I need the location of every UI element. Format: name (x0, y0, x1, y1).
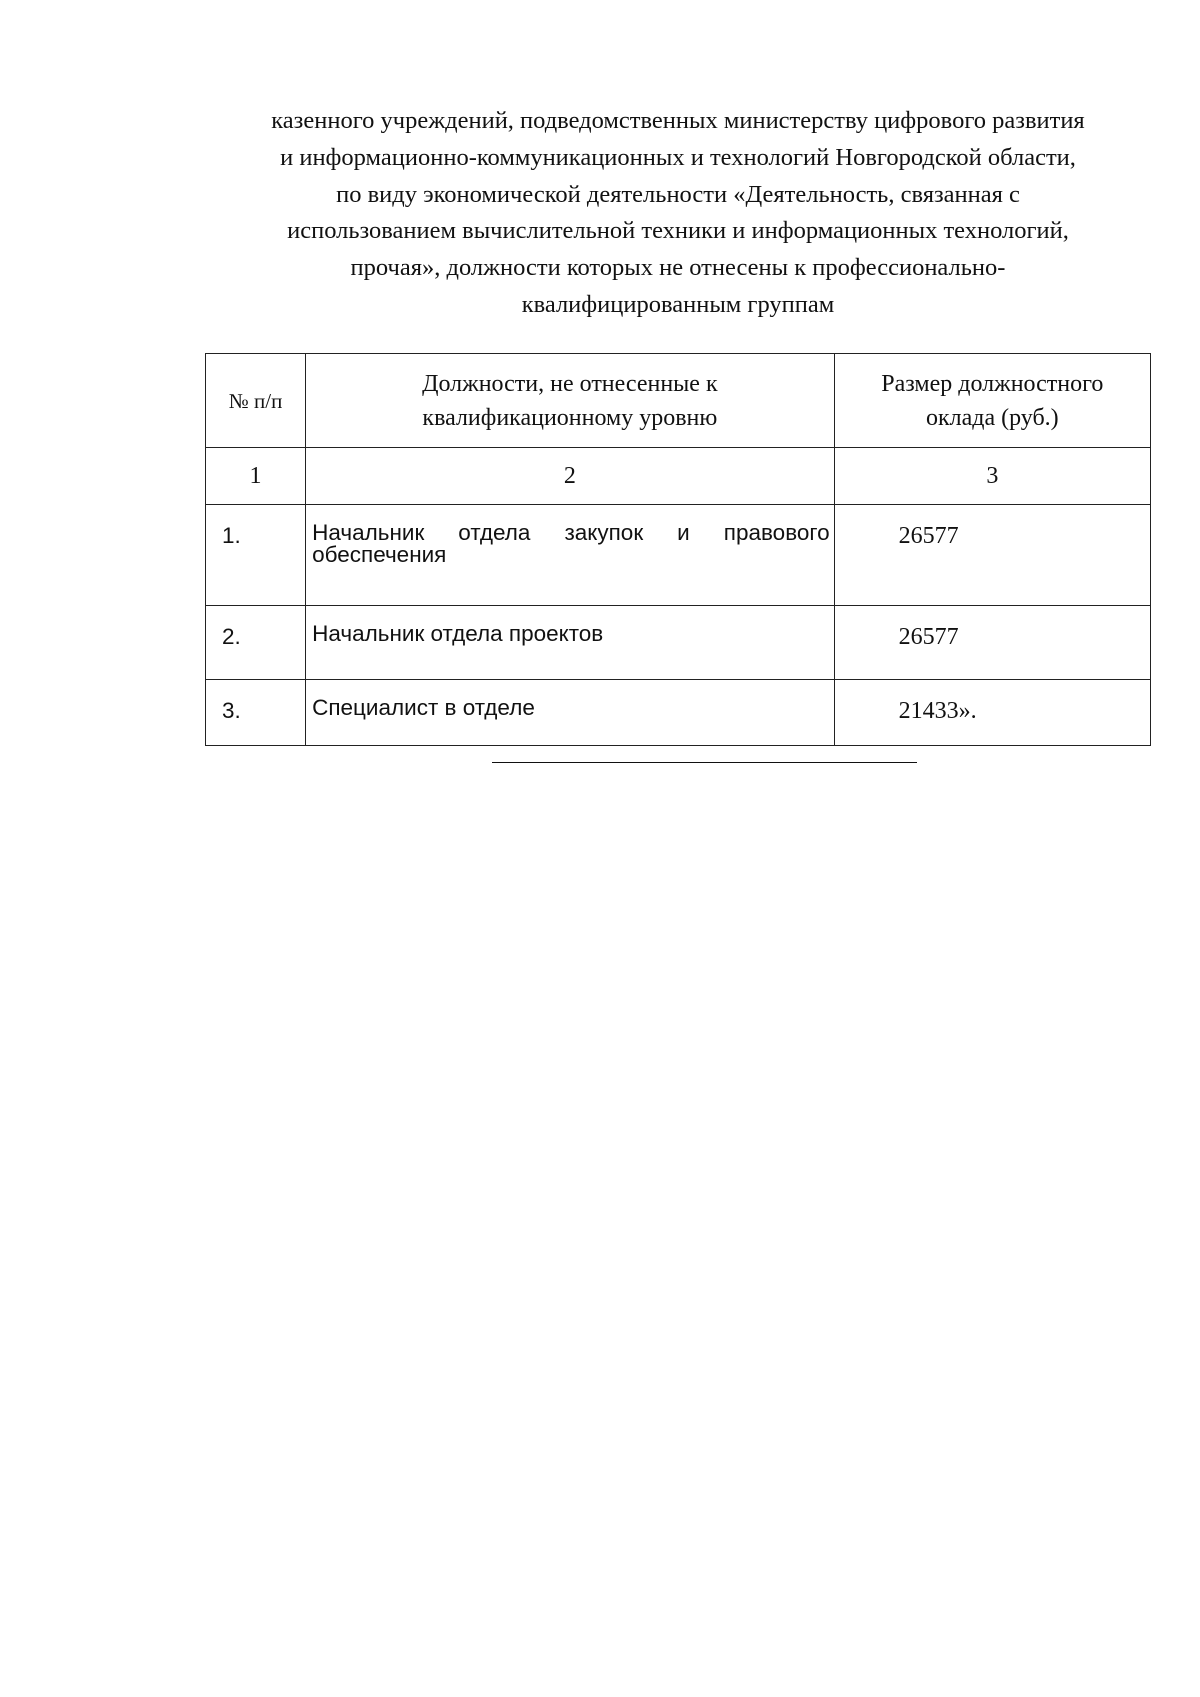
row-number: 1. (206, 505, 306, 606)
header-salary-line: оклада (руб.) (925, 404, 1059, 431)
heading-line: и информационно-коммуникационных и технологий Новгородской области, (280, 143, 1076, 171)
row-salary: 26577 (834, 505, 1150, 606)
header-salary-line: Размер должностного (881, 370, 1104, 397)
heading-line: использованием вычислительной техники и информационных технологий, (287, 217, 1069, 245)
header-position-line: Должности, не отнесенные к (422, 370, 718, 397)
row-position: Специалист в отделе (306, 680, 835, 746)
row-salary: 21433». (834, 680, 1150, 746)
row-position: Начальник отдела проектов (306, 606, 835, 680)
table-header-row (206, 354, 1151, 448)
salary-table (205, 353, 1151, 746)
header-number: № п/п (206, 354, 306, 448)
table-row (206, 680, 1151, 746)
header-position-line: квалификационному уровню (422, 404, 718, 431)
table-row (206, 505, 1151, 606)
row-number: 3. (206, 680, 306, 746)
heading-line: квалифицированным группам (521, 290, 835, 318)
header-position (306, 354, 835, 448)
column-number: 1 (206, 448, 306, 505)
column-number: 3 (834, 448, 1150, 505)
document-heading (200, 103, 1156, 324)
heading-line: прочая», должности которых не отнесены к профессионально- (350, 254, 1006, 282)
row-position (306, 505, 835, 606)
heading-line: казенного учреждений, подведомственных министерству цифрового развития (271, 107, 1085, 134)
column-number-row (206, 448, 1151, 505)
end-separator-line (492, 762, 917, 763)
heading-line: по виду экономической деятельности «Деятельность, связанная с (336, 180, 1020, 208)
row-position-text: Начальник отдела закупок и правового обеспечения (312, 520, 830, 567)
row-number: 2. (206, 606, 306, 680)
table-row (206, 606, 1151, 680)
row-salary: 26577 (834, 606, 1150, 680)
header-salary (834, 354, 1150, 448)
column-number: 2 (306, 448, 835, 505)
